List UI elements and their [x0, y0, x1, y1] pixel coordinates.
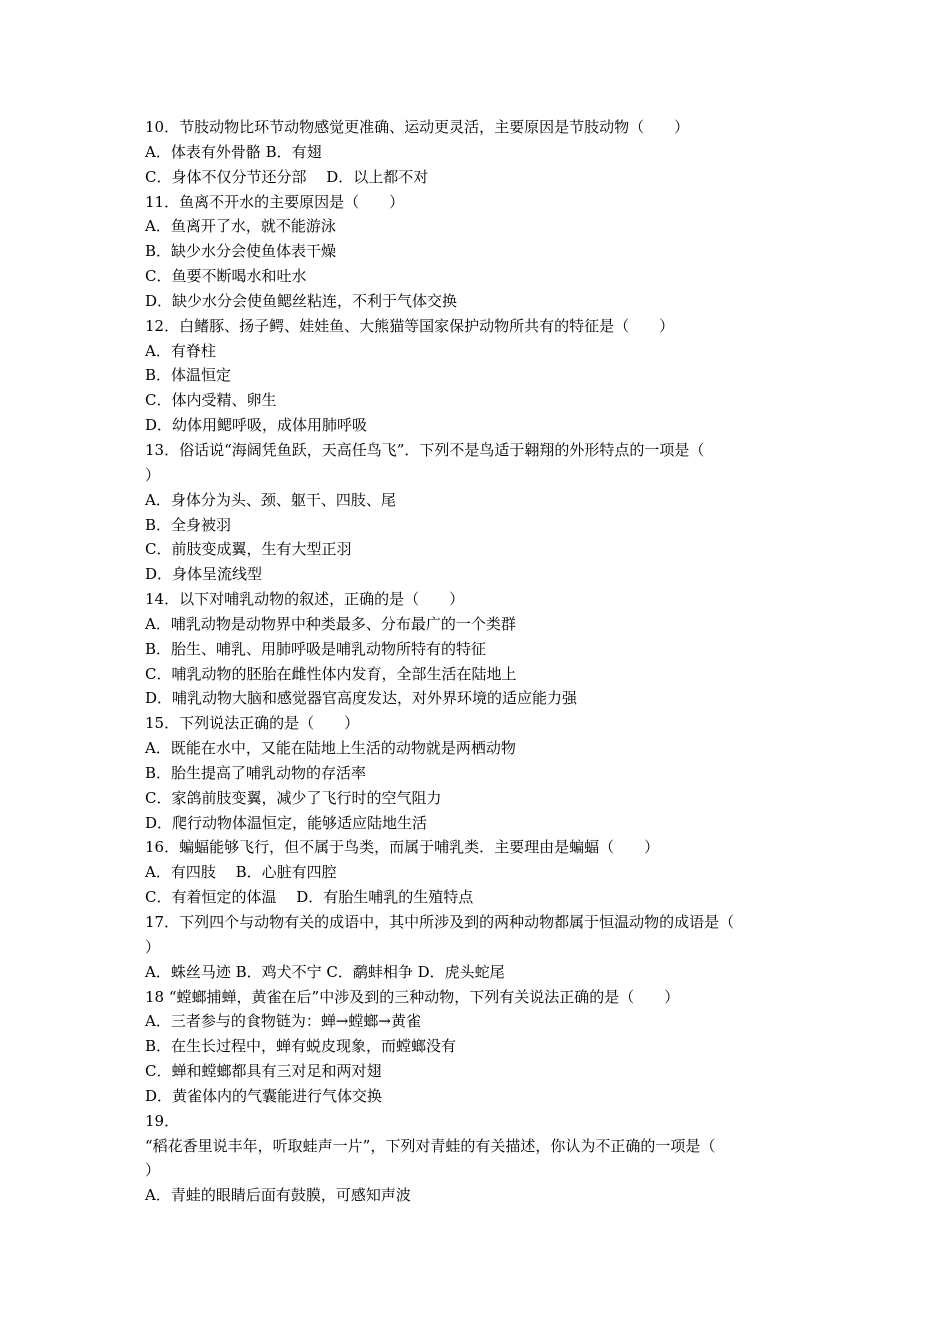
text-line: 16．蝙蝠能够飞行，但不属于鸟类，而属于哺乳类．主要理由是蝙蝠（ ）: [145, 838, 660, 857]
text-line: D．爬行动物体温恒定，能够适应陆地生活: [145, 813, 428, 832]
text-line: D．黄雀体内的气囊能进行气体交换: [145, 1086, 383, 1105]
text-line: C．家鸽前肢变翼，减少了飞行时的空气阻力: [145, 788, 442, 807]
text-line: 13．俗话说“海阔凭鱼跃，天高任鸟飞”．下列不是鸟适于翱翔的外形特点的一项是（: [145, 440, 705, 459]
text-line: 17．下列四个与动物有关的成语中，其中所涉及到的两种动物都属于恒温动物的成语是（: [145, 913, 735, 931]
text-line: D．缺少水分会使鱼鳃丝粘连，不利于气体交换: [145, 291, 458, 310]
text-line: 18 “螳螂捕蝉，黄雀在后”中涉及到的三种动物，下列有关说法正确的是（ ）: [145, 987, 680, 1006]
text-line: A．哺乳动物是动物界中种类最多、分布最广的一个类群: [145, 614, 516, 633]
text-line: 11．鱼离不开水的主要原因是（ ）: [145, 192, 405, 211]
text-line: C．体内受精、卵生: [145, 391, 277, 410]
text-line: C．蝉和螳螂都具有三对足和两对翅: [145, 1062, 382, 1081]
text-line: D．身体呈流线型: [145, 565, 263, 584]
text-line: D．幼体用鳃呼吸，成体用肺呼吸: [145, 416, 368, 435]
text-line: B．在生长过程中，蝉有蜕皮现象，而螳螂没有: [145, 1037, 457, 1056]
text-line: B．胎生、哺乳、用肺呼吸是哺乳动物所特有的特征: [145, 639, 487, 658]
text-line: B．缺少水分会使鱼体表干燥: [145, 242, 337, 261]
text-line: B．体温恒定: [145, 366, 232, 385]
text-line: C．身体不仅分节还分部 D．以上都不对: [145, 167, 429, 186]
text-line: D．哺乳动物大脑和感觉器官高度发达，对外界环境的适应能力强: [145, 689, 578, 708]
text-line: A．蛛丝马迹 B．鸡犬不宁 C．鹬蚌相争 D．虎头蛇尾: [145, 962, 505, 981]
text-line: A．体表有外骨骼 B．有翅: [145, 142, 322, 161]
text-line: 12．白鳍豚、扬子鳄、娃娃鱼、大熊猫等国家保护动物所共有的特征是（ ）: [145, 316, 675, 335]
text-line: 19．: [145, 1111, 180, 1130]
text-line: A．青蛙的眼睛后面有鼓膜，可感知声波: [145, 1186, 411, 1205]
text-line: A．有四肢 B．心脏有四腔: [145, 863, 337, 882]
text-line: C．前肢变成翼，生有大型正羽: [145, 540, 352, 559]
question-list: [145, 115, 805, 1208]
text-line: 14．以下对哺乳动物的叙述，正确的是（ ）: [145, 590, 465, 609]
text-line: B．全身被羽: [145, 515, 232, 534]
text-line: C．哺乳动物的胚胎在雌性体内发育，全部生活在陆地上: [145, 664, 517, 683]
text-line: C．有着恒定的体温 D．有胎生哺乳的生殖特点: [145, 888, 474, 907]
text-line: ）: [145, 465, 161, 484]
text-line: A．鱼离开了水，就不能游泳: [145, 217, 336, 236]
text-line: 10．节肢动物比环节动物感觉更准确、运动更灵活，主要原因是节肢动物（ ）: [145, 118, 690, 136]
text-line: A．身体分为头、颈、躯干、四肢、尾: [145, 490, 396, 509]
text-line: ）: [145, 937, 161, 956]
text-line: ）: [145, 1161, 161, 1180]
text-line: C．鱼要不断喝水和吐水: [145, 267, 307, 286]
text-line: A．既能在水中，又能在陆地上生活的动物就是两栖动物: [145, 739, 516, 758]
text-line: B．胎生提高了哺乳动物的存活率: [145, 763, 367, 782]
text-line: A．有脊柱: [145, 341, 216, 360]
text-line: 15．下列说法正确的是（ ）: [145, 714, 360, 733]
text-line: “稻花香里说丰年，听取蛙声一片”，下列对青蛙的有关描述，你认为不正确的一项是（: [145, 1136, 716, 1155]
text-line: A．三者参与的食物链为：蝉→螳螂→黄雀: [145, 1012, 421, 1031]
